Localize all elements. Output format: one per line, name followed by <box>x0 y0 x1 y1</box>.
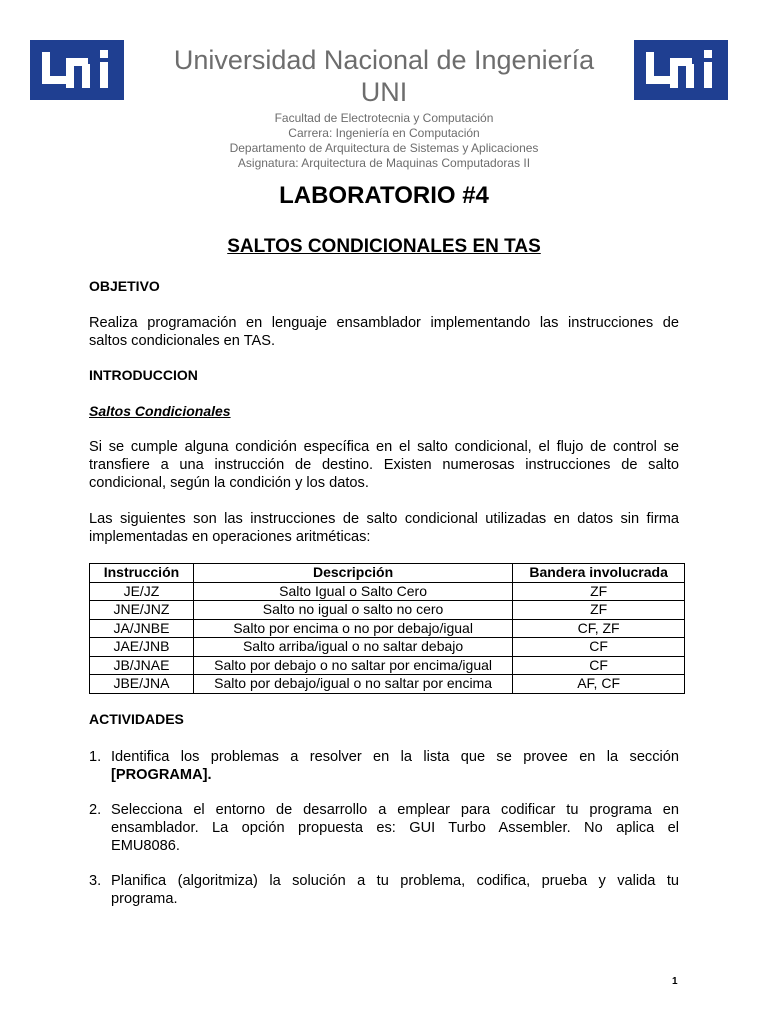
faculty-line: Facultad de Electrotecnia y Computación <box>274 111 494 125</box>
cell-descripcion: Salto arriba/igual o no saltar debajo <box>193 638 512 657</box>
cell-instruccion: JNE/JNZ <box>90 601 194 620</box>
activity-number: 2. <box>89 802 102 818</box>
activity-line: [PROGRAMA]. <box>111 767 212 783</box>
table-row <box>90 638 685 657</box>
cell-bandera: CF <box>513 638 685 657</box>
activity-line: EMU8086. <box>111 838 180 854</box>
cell-descripcion: Salto no igual o salto no cero <box>193 601 512 620</box>
document-title: LABORATORIO #4 <box>279 182 489 209</box>
uni-logo-right <box>634 40 728 100</box>
table-row <box>90 582 685 601</box>
cell-descripcion: Salto por debajo/igual o no saltar por encima <box>193 675 512 694</box>
table-row <box>90 675 685 694</box>
university-full-name: Universidad Nacional de Ingeniería <box>173 45 595 75</box>
cell-bandera: ZF <box>513 601 685 620</box>
header-bandera: Bandera involucrada <box>513 564 685 583</box>
university-name <box>150 44 618 108</box>
intro-paragraph-1 <box>89 438 679 492</box>
cell-instruccion: JBE/JNA <box>90 675 194 694</box>
table-row <box>90 601 685 620</box>
table-row <box>90 619 685 638</box>
saltos-subheading: Saltos Condicionales <box>89 403 231 419</box>
uni-logo-left <box>30 40 124 100</box>
cell-descripcion: Salto por debajo o no saltar por encima/igual <box>193 656 512 675</box>
department-line: Departamento de Arquitectura de Sistemas y Aplicaciones <box>229 141 539 155</box>
jump-instructions-table <box>89 563 685 694</box>
activity-number: 3. <box>89 873 102 889</box>
activity-item <box>111 748 679 784</box>
table-row <box>90 656 685 675</box>
header-descripcion: Descripción <box>193 564 512 583</box>
page-number: 1 <box>672 976 678 987</box>
cell-instruccion: JAE/JNB <box>90 638 194 657</box>
intro-line: transfiere a una instrucción de destino. Existen numerosas instrucciones de salto <box>89 457 679 473</box>
intro-paragraph-2 <box>89 510 679 546</box>
objetivo-line: Realiza programación en lenguaje ensamblador implementando las instrucciones de <box>89 315 679 331</box>
activity-line: Identifica los problemas a resolver en la lista que se provee en la sección <box>111 749 679 765</box>
activity-number: 1. <box>89 749 102 765</box>
actividades-heading: ACTIVIDADES <box>89 711 184 727</box>
header-instruccion: Instrucción <box>90 564 194 583</box>
career-line: Carrera: Ingeniería en Computación <box>288 126 480 140</box>
cell-instruccion: JA/JNBE <box>90 619 194 638</box>
cell-instruccion: JE/JZ <box>90 582 194 601</box>
activity-item <box>111 872 679 908</box>
cell-descripcion: Salto por encima o no por debajo/igual <box>193 619 512 638</box>
activity-line: programa. <box>111 891 178 907</box>
university-acronym: UNI <box>360 77 408 107</box>
objetivo-heading: OBJETIVO <box>89 278 160 294</box>
subject-line: Asignatura: Arquitectura de Maquinas Computadoras II <box>237 156 531 170</box>
cell-bandera: CF, ZF <box>513 619 685 638</box>
activity-item <box>111 801 679 855</box>
cell-bandera: CF <box>513 656 685 675</box>
activity-line: Planifica (algoritmiza) la solución a tu problema, codifica, prueba y valida tu <box>111 873 679 889</box>
intro-line: Si se cumple alguna condición específica en el salto condicional, el flujo de control se <box>89 439 679 455</box>
intro-line: Las siguientes son las instrucciones de salto condicional utilizadas en datos sin firma <box>89 511 679 527</box>
cell-bandera: AF, CF <box>513 675 685 694</box>
document-subtitle: SALTOS CONDICIONALES EN TAS <box>227 236 541 257</box>
intro-line: implementadas en operaciones aritméticas: <box>89 529 371 545</box>
objetivo-line: saltos condicionales en TAS. <box>89 333 276 349</box>
cell-instruccion: JB/JNAE <box>90 656 194 675</box>
activity-line: Selecciona el entorno de desarrollo a emplear para codificar tu programa en <box>111 802 679 818</box>
cell-descripcion: Salto Igual o Salto Cero <box>193 582 512 601</box>
activity-line: ensamblador. La opción propuesta es: GUI Turbo Assembler. No aplica el <box>111 820 679 836</box>
intro-line: condicional, según la condición y los datos. <box>89 475 369 491</box>
objetivo-paragraph <box>89 314 679 350</box>
cell-bandera: ZF <box>513 582 685 601</box>
table-header-row <box>90 564 685 583</box>
introduccion-heading: INTRODUCCION <box>89 367 198 383</box>
